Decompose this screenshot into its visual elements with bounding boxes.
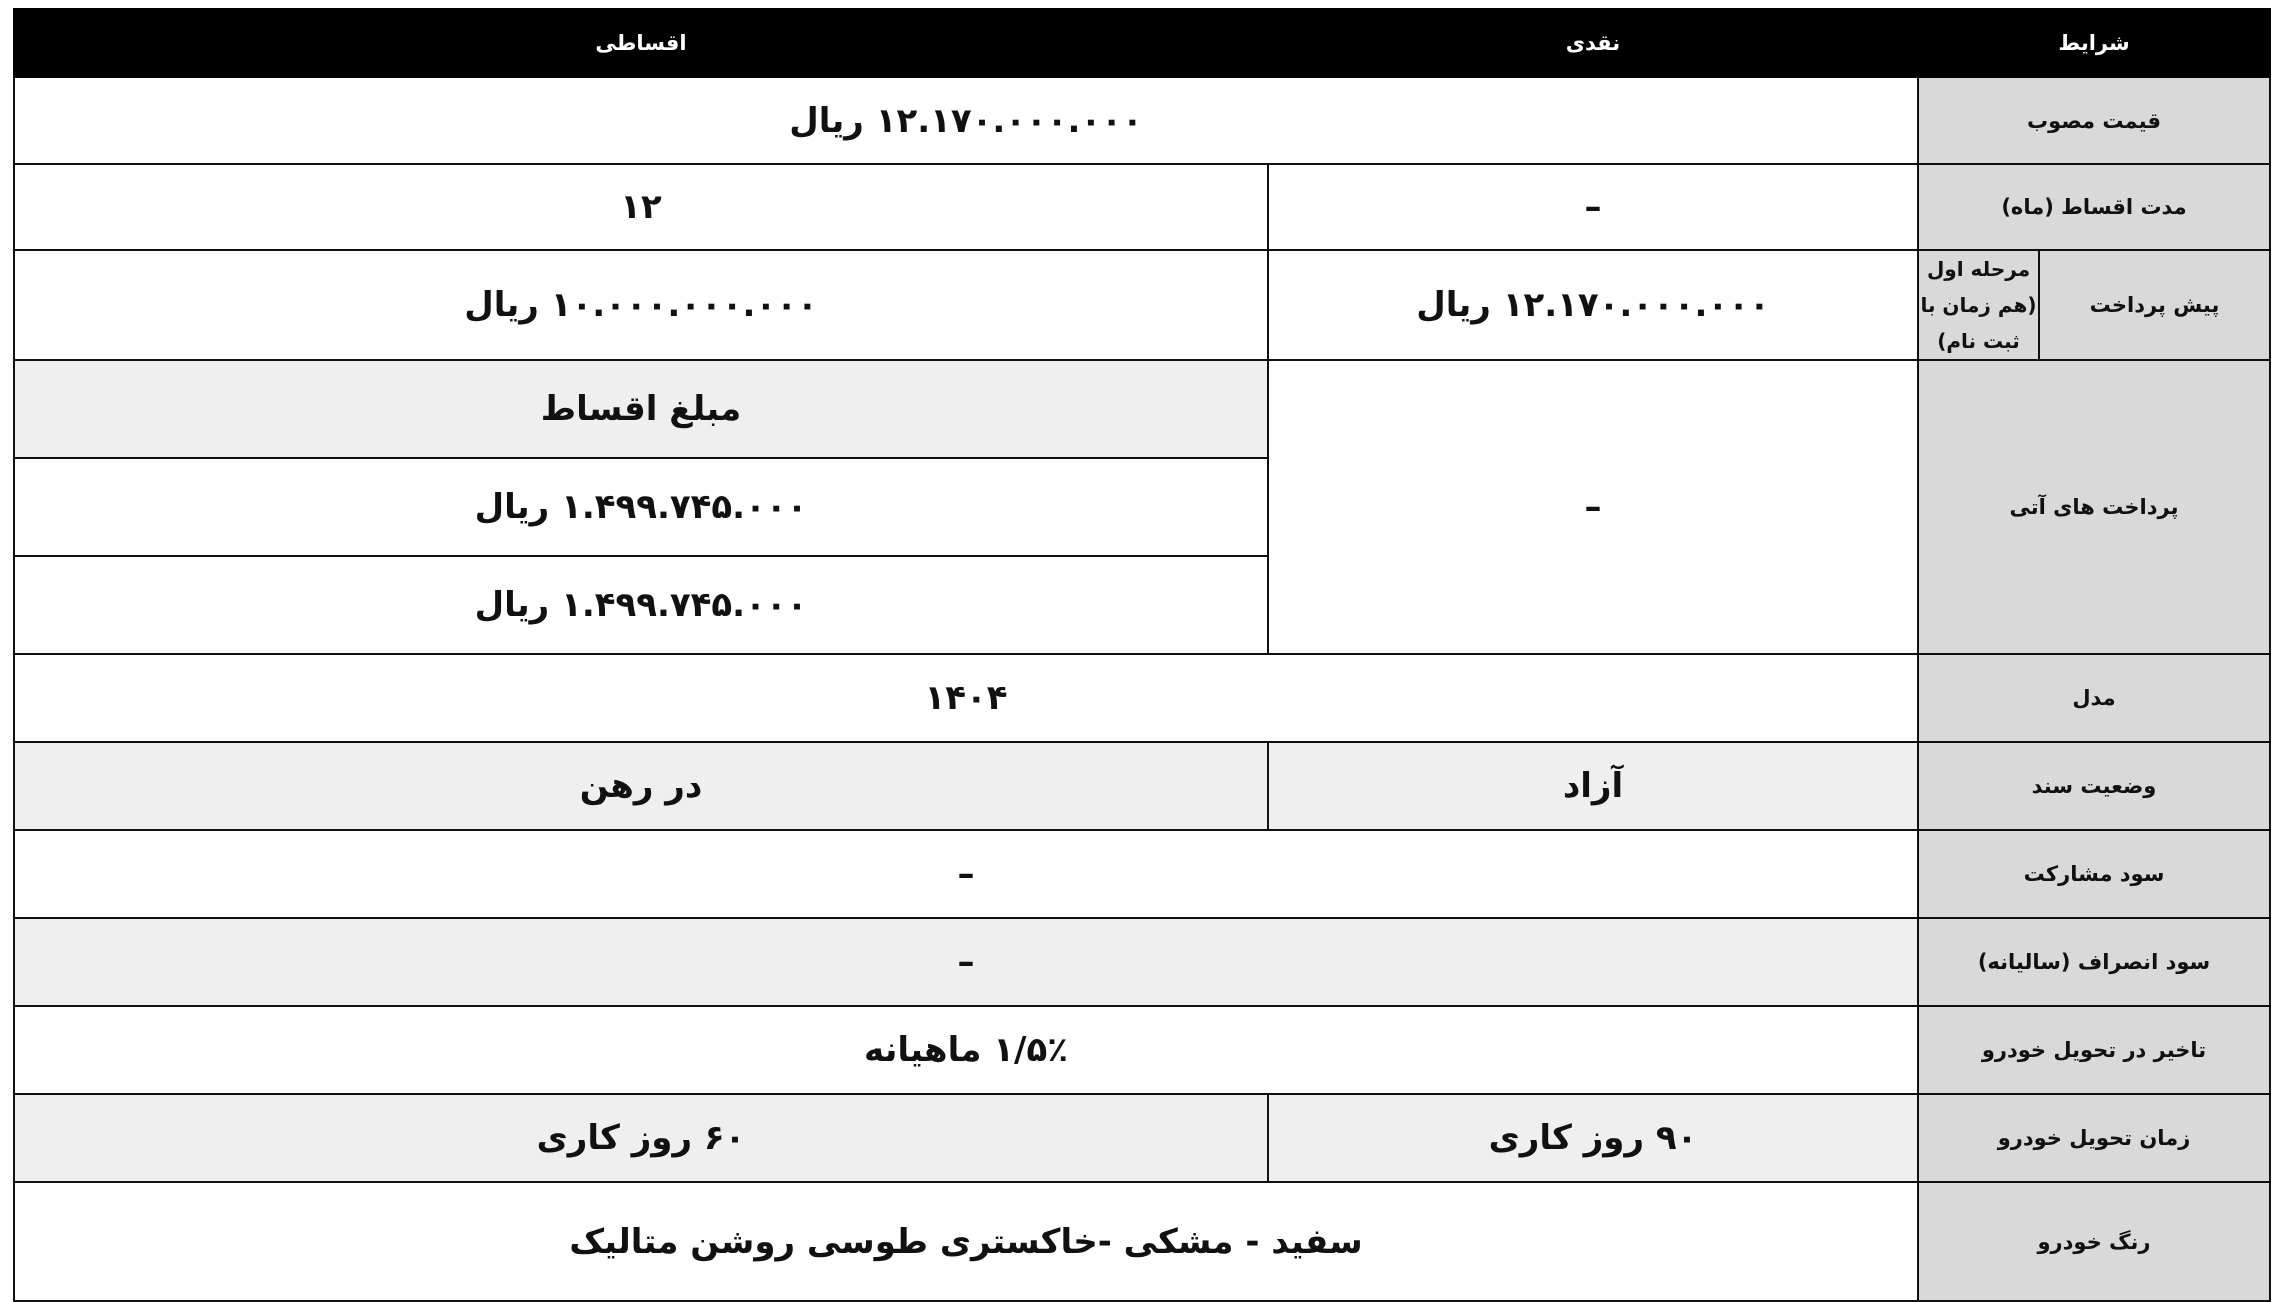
prepayment-installment: ۱۰.۰۰۰.۰۰۰.۰۰۰ ریال (14, 250, 1268, 360)
prepayment-stage-label: مرحله اول (1926, 257, 2031, 281)
prepayment-stage (1918, 250, 2039, 360)
cancellation-profit-label: سود انصراف (سالیانه) (1918, 918, 2270, 1006)
table-row (14, 164, 2270, 250)
table-row (14, 250, 2270, 360)
model-value: ۱۴۰۴ (14, 654, 1918, 742)
table-row (14, 1094, 2270, 1182)
table-row (14, 1006, 2270, 1094)
delivery-time-label: زمان تحویل خودرو (1918, 1094, 2270, 1182)
approved-price-label: قیمت مصوب (1918, 77, 2270, 164)
header-conditions: شرایط (1918, 9, 2270, 77)
prepayment-stage-note: (هم زمان با ثبت نام) (1920, 293, 2037, 353)
table-row (14, 742, 2270, 830)
installment-period-installment: ۱۲ (14, 164, 1268, 250)
document-status-installment: در رهن (14, 742, 1268, 830)
installment-amount-header: مبلغ اقساط (14, 360, 1268, 458)
future-payments-cash: – (1268, 360, 1918, 654)
document-status-label: وضعیت سند (1918, 742, 2270, 830)
approved-price-value: ۱۲.۱۷۰.۰۰۰.۰۰۰ ریال (14, 77, 1918, 164)
installment-amount-1: ۱.۴۹۹.۷۴۵.۰۰۰ ریال (14, 458, 1268, 556)
table-row (14, 1182, 2270, 1301)
partnership-profit-label: سود مشارکت (1918, 830, 2270, 918)
prepayment-cash: ۱۲.۱۷۰.۰۰۰.۰۰۰ ریال (1268, 250, 1918, 360)
header-cash: نقدی (1268, 9, 1918, 77)
cancellation-profit-value: – (14, 918, 1918, 1006)
table-row (14, 654, 2270, 742)
delivery-time-cash: ۹۰ روز کاری (1268, 1094, 1918, 1182)
installment-period-cash: – (1268, 164, 1918, 250)
table-row (14, 360, 2270, 458)
header-installment: اقساطی (14, 9, 1268, 77)
table-row (14, 77, 2270, 164)
table-row (14, 830, 2270, 918)
sale-conditions-table (13, 8, 2271, 1302)
installment-period-label: مدت اقساط (ماه) (1918, 164, 2270, 250)
installment-amount-2: ۱.۴۹۹.۷۴۵.۰۰۰ ریال (14, 556, 1268, 654)
car-color-label: رنگ خودرو (1918, 1182, 2270, 1301)
document-status-cash: آزاد (1268, 742, 1918, 830)
table-row (14, 918, 2270, 1006)
delivery-time-installment: ۶۰ روز کاری (14, 1094, 1268, 1182)
partnership-profit-value: – (14, 830, 1918, 918)
delivery-delay-value: ۱/۵٪ ماهیانه (14, 1006, 1918, 1094)
future-payments-label: پرداخت های آتی (1918, 360, 2270, 654)
table-header-row (14, 9, 2270, 77)
prepayment-label: پیش پرداخت (2039, 250, 2270, 360)
car-color-value: سفید - مشکی -خاکستری طوسی روشن متالیک (14, 1182, 1918, 1301)
delivery-delay-label: تاخیر در تحویل خودرو (1918, 1006, 2270, 1094)
model-label: مدل (1918, 654, 2270, 742)
conditions-table-container (13, 8, 2269, 1290)
